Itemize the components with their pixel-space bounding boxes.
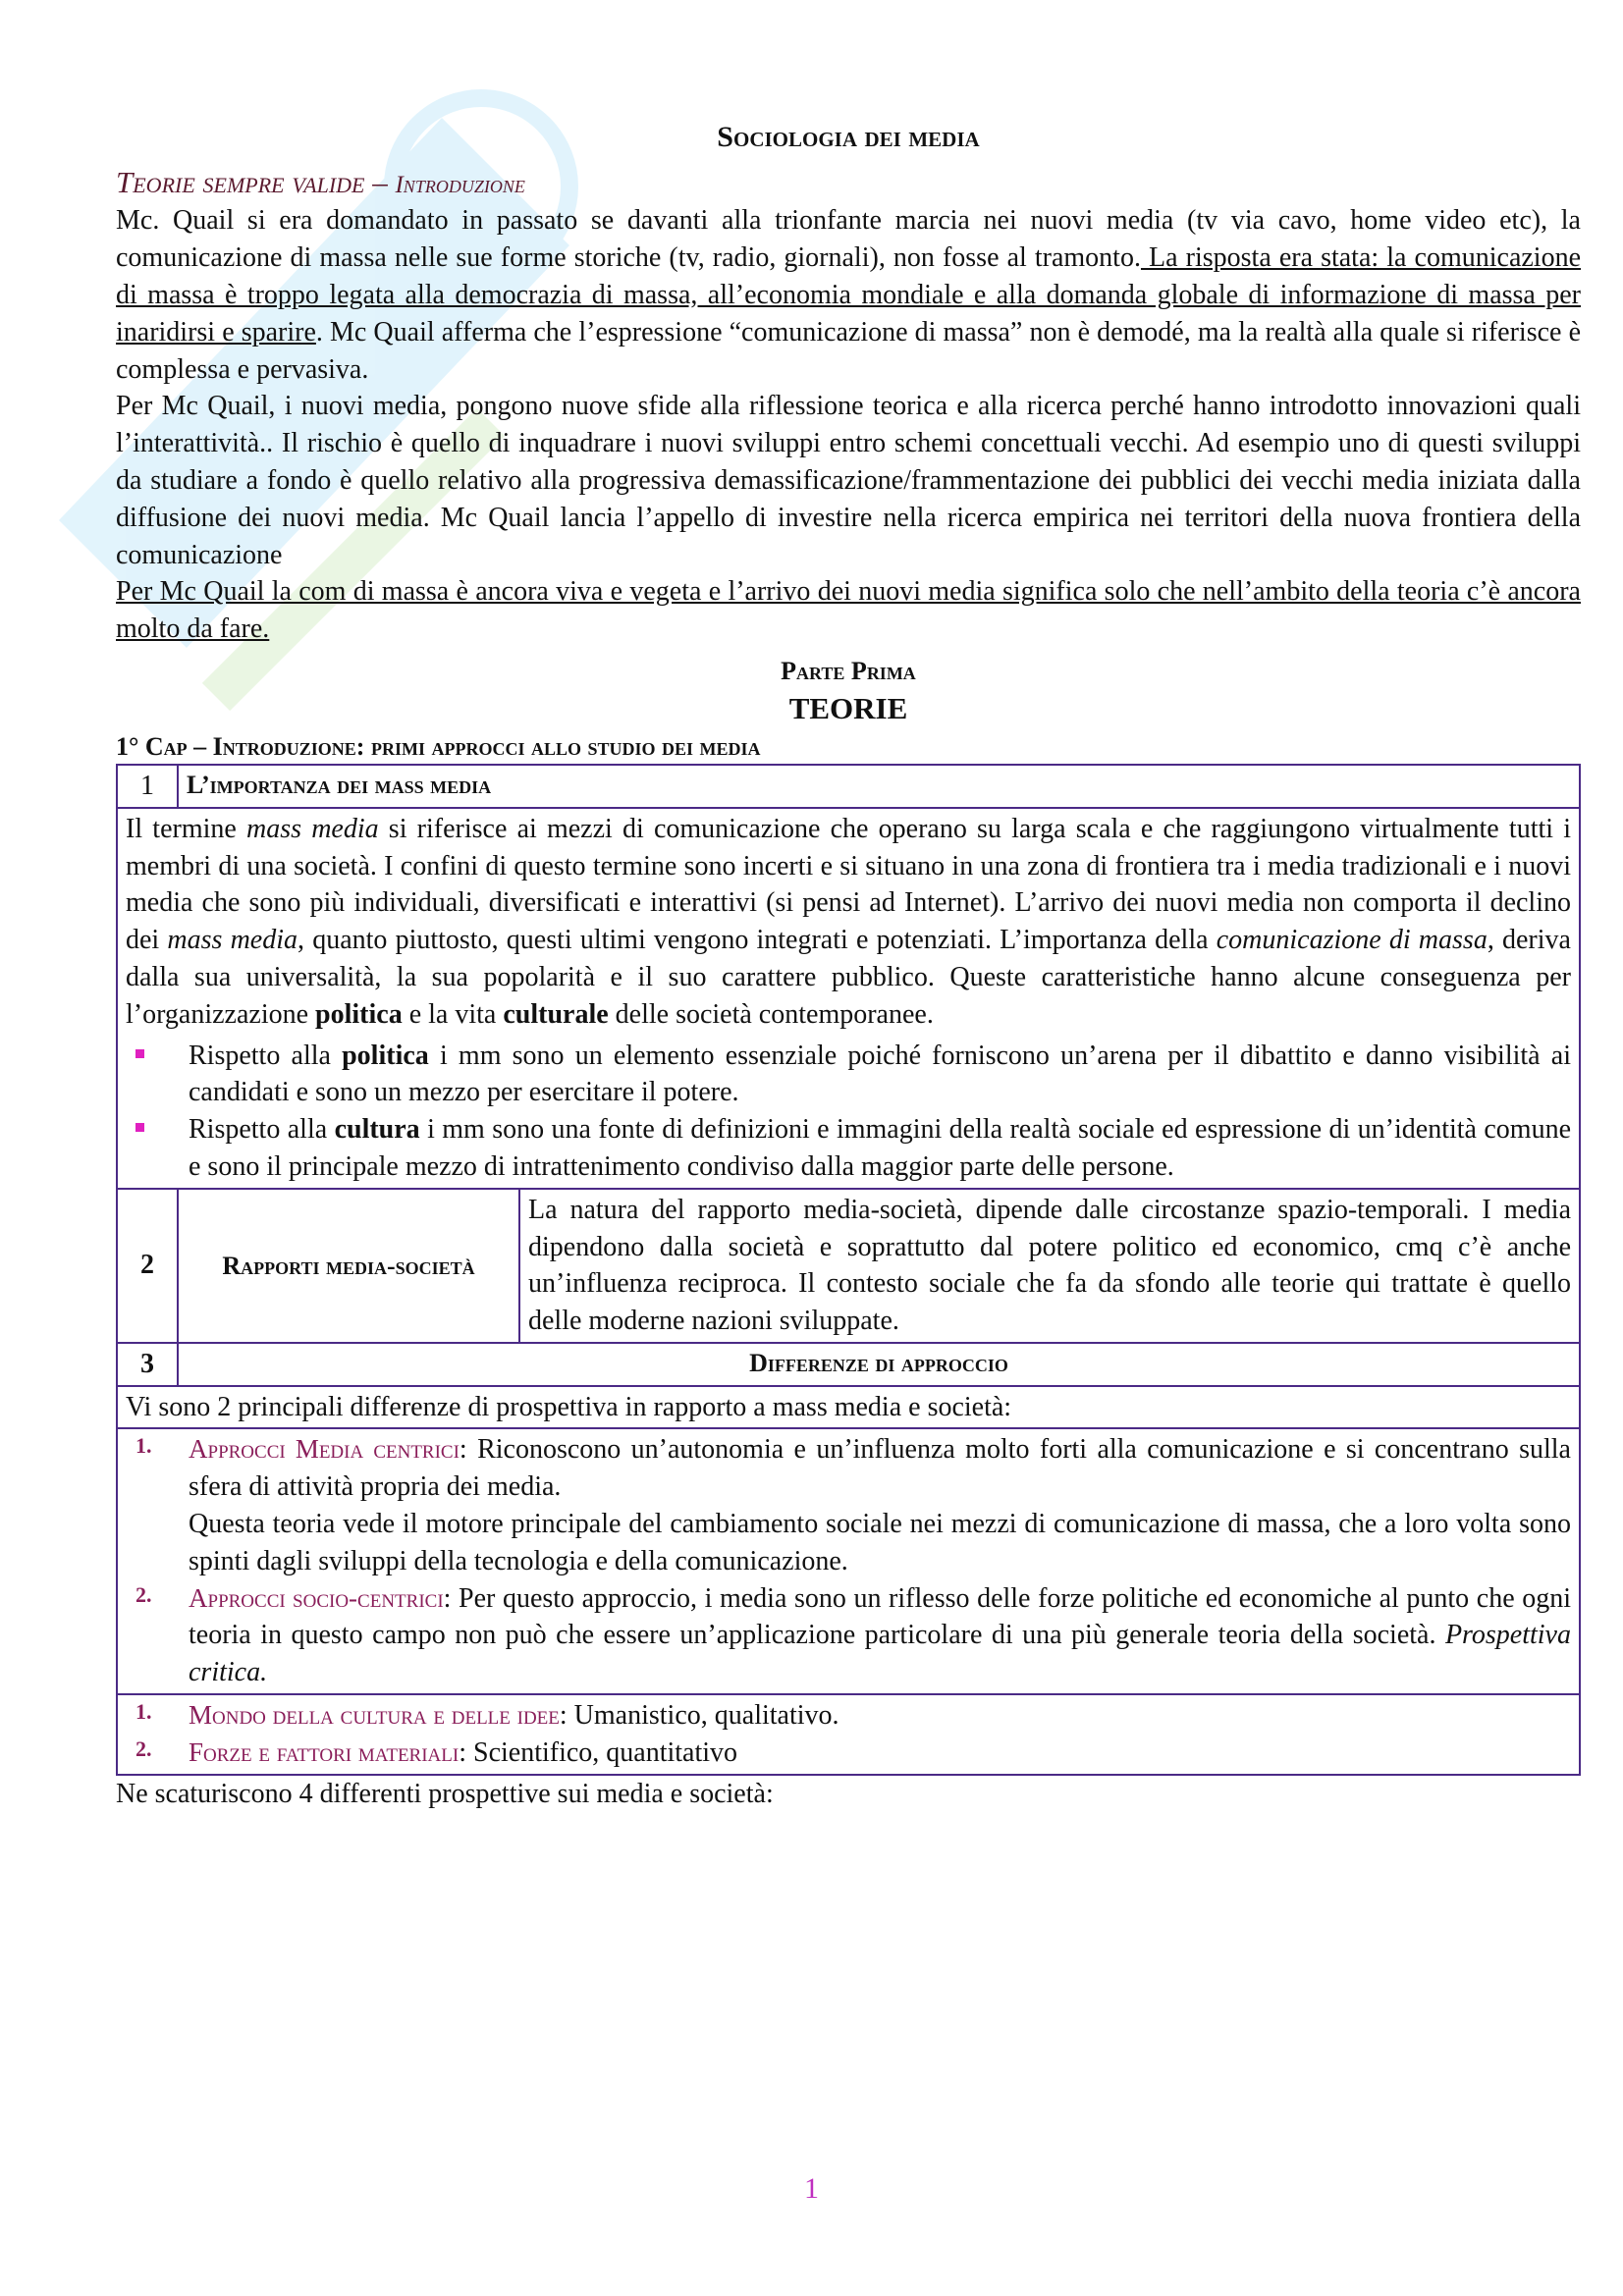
s1-bold-1: politica bbox=[315, 998, 403, 1030]
approach-media-centric bbox=[126, 1431, 1571, 1579]
section-1-bullets bbox=[126, 1038, 1571, 1186]
section-3-contrast-row bbox=[117, 1694, 1580, 1775]
section-2-text: La natura del rapporto media-società, dipende dalle circostanze spazio-temporali. I media dipendono dalla società e soprattutto dal potere politico ed economico, cmq c’è anche un’influenza reciproca. Il contesto sociale che fa da sfondo alle teorie qui trattate è quello delle moderne nazioni sviluppate. bbox=[528, 1194, 1571, 1337]
s1-italic-3: comunicazione di massa bbox=[1216, 925, 1488, 956]
intro-heading-separator: – bbox=[364, 164, 396, 199]
contrast-list bbox=[126, 1697, 1571, 1772]
section-3-approaches bbox=[117, 1428, 1580, 1694]
s1-text-5: e la vita bbox=[402, 998, 504, 1030]
approach-1-text-2: Questa teoria vede il motore principale del cambiamento sociale nei mezzi di comunicazione di massa, che a loro volta sono spinti dagli sviluppi della tecnologia e della comunicazione. bbox=[189, 1509, 1571, 1576]
approach-2-number: 2. bbox=[135, 1581, 152, 1607]
intro-heading bbox=[116, 162, 1581, 203]
bullet-2-pre: Rispetto alla bbox=[189, 1114, 335, 1146]
part-heading: Parte Prima bbox=[781, 656, 916, 685]
bullet-2-post: i mm sono una fonte di definizioni e immagini della realtà sociale ed espressione di un’identità comune e sono il principale mezzo di intrattenimento condiviso dalla maggior parte delle persone. bbox=[189, 1114, 1571, 1182]
bullet-1-bold: politica bbox=[342, 1040, 429, 1071]
approach-1-term: Approcci Media centrici bbox=[189, 1434, 460, 1465]
s1-bold-2: culturale bbox=[503, 998, 609, 1030]
intro-paragraph-3: Per Mc Quail la com di massa è ancora viva e vegeta e l’arrivo dei nuovi media significa solo che nell’ambito della teoria c’è ancora molto da fare. bbox=[116, 576, 1581, 645]
section-3-number: 3 bbox=[117, 1343, 178, 1386]
intro-p1-c: . Mc Quail afferma che l’espressione “comunicazione di massa” non è demodé, ma la realtà alla quale si riferisce è complessa e pervasiva. bbox=[116, 316, 1581, 385]
contrast-2-text: : Scientifico, quantitativo bbox=[459, 1736, 738, 1768]
intro-p1-underlined: La risposta era stata: la comunicazione di massa è troppo legata alla democrazia di massa, all’economia mondiale e alla domanda globale di informazione di massa per inaridirsi e sparire bbox=[116, 242, 1582, 347]
section-1-header-row bbox=[117, 765, 1580, 808]
contrast-1-term: Mondo della cultura e delle idee bbox=[189, 1700, 560, 1731]
s1-text-2: si riferisce ai mezzi di comunicazione che operano su larga scala e che raggiungono virtualmente tutti i membri di una società. I confini di questo termine sono incerti e si situano in una zona di frontiera tra i media tradizionali e i nuovi media che sono più individuali, diversificati e interattivi (si pensi ad Internet). L’arrivo dei nuovi media non comporta il declino dei bbox=[126, 813, 1571, 956]
contrast-1-number: 1. bbox=[135, 1699, 152, 1725]
approach-socio-centric bbox=[126, 1580, 1571, 1691]
section-2-row bbox=[117, 1189, 1580, 1343]
approaches-list bbox=[126, 1431, 1571, 1691]
section-3-title: Differenze di approccio bbox=[178, 1343, 1580, 1386]
s1-text-3: , quanto piuttosto, questi ultimi vengono integrati e potenziati. L’importanza della bbox=[298, 925, 1217, 956]
bullet-1-post: i mm sono un elemento essenziale poiché forniscono un’arena per il dibattito e danno visibilità ai candidati e sono un mezzo per esercitare il potere. bbox=[189, 1040, 1571, 1108]
contrast-1-text: : Umanistico, qualitativo. bbox=[559, 1700, 839, 1732]
chapter-heading: 1° Cap – Introduzione: primi approcci allo studio dei media bbox=[116, 731, 761, 761]
approach-2-term: Approcci socio-centrici bbox=[189, 1582, 444, 1613]
intro-heading-sub: Introduzione bbox=[395, 171, 525, 198]
section-1-body-row bbox=[117, 808, 1580, 1189]
section-3-approaches-row bbox=[117, 1428, 1580, 1694]
bullet-politica bbox=[126, 1038, 1571, 1112]
square-bullet-icon bbox=[135, 1123, 144, 1132]
section-2-title: Rapporti media-società bbox=[178, 1189, 519, 1343]
section-2-text-cell bbox=[519, 1189, 1580, 1343]
approach-2-italic: Prospettiva critica. bbox=[189, 1620, 1571, 1688]
contrast-culture bbox=[126, 1697, 1571, 1735]
bullet-2-bold: cultura bbox=[334, 1114, 420, 1146]
page-number: 1 bbox=[804, 2172, 819, 2205]
section-1-paragraph bbox=[126, 811, 1571, 1034]
document-title: Sociologia dei media bbox=[717, 121, 980, 153]
s1-text-1: Il termine bbox=[126, 813, 246, 844]
section-1-body bbox=[117, 808, 1580, 1189]
intro-paragraph-1 bbox=[116, 202, 1581, 388]
chapter-table bbox=[116, 764, 1581, 1776]
s1-italic-1: mass media bbox=[246, 813, 379, 844]
s1-italic-2: mass media bbox=[167, 925, 298, 956]
section-1-title: L’importanza dei mass media bbox=[178, 765, 1580, 808]
section-2-number: 2 bbox=[117, 1189, 178, 1343]
section-3-contrast bbox=[117, 1694, 1580, 1775]
section-3-intro: Vi sono 2 principali differenze di prospettiva in rapporto a mass media e società: bbox=[117, 1386, 1580, 1429]
contrast-material bbox=[126, 1735, 1571, 1772]
intro-heading-title: Teorie sempre valide bbox=[116, 164, 365, 199]
section-3-header-row bbox=[117, 1343, 1580, 1386]
section-3-intro-row bbox=[117, 1386, 1580, 1429]
square-bullet-icon bbox=[135, 1049, 144, 1058]
intro-p1-a: Mc. Quail si era domandato in passato se davanti alla trionfante marcia nei nuovi media (tv via cavo, home video etc), la comunicazione di massa nelle sue forme storiche (tv, radio, giornali), non fosse al tramonto. bbox=[116, 205, 1581, 274]
approach-1-text: : Riconoscono un’autonomia e un’influenza molto forti alla comunicazione e si concentrano sulla sfera di attività propria dei media. bbox=[189, 1434, 1571, 1503]
contrast-2-number: 2. bbox=[135, 1735, 152, 1761]
s1-text-4: , deriva dalla sua universalità, la sua popolarità e il suo carattere pubblico. Queste caratteristiche hanno alcune conseguenza per l’organizzazione bbox=[126, 925, 1571, 1030]
closing-line: Ne scaturiscono 4 differenti prospettive sui media e società: bbox=[116, 1778, 774, 1809]
bullet-cultura bbox=[126, 1111, 1571, 1186]
approach-2-text: : Per questo approccio, i media sono un riflesso delle forze politiche ed economiche al punto che ogni teoria in questo campo non può che essere un’applicazione particolare di una più generale teoria della società. bbox=[189, 1582, 1571, 1651]
bullet-1-pre: Rispetto alla bbox=[189, 1040, 343, 1071]
document-page bbox=[116, 118, 1581, 1812]
teorie-heading: TEORIE bbox=[788, 691, 908, 725]
intro-paragraph-2: Per Mc Quail, i nuovi media, pongono nuove sfide alla riflessione teorica e alla ricerca perché hanno introdotto innovazioni quali l’interattività.. Il rischio è quello di inquadrare i nuovi sviluppi entro schemi concettuali vecchi. Ad esempio uno di questi sviluppi da studiare a fondo è quello relativo alla progressiva demassificazione/frammentazione dei pubblici dei vecchi media iniziata dalla diffusione dei nuovi media. Mc Quail lancia l’appello di investire nella ricerca empirica nei territori della nuova frontiera della comunicazione bbox=[116, 391, 1581, 570]
s1-text-6: delle società contemporanee. bbox=[608, 998, 934, 1030]
approach-1-number: 1. bbox=[135, 1433, 152, 1459]
section-1-number: 1 bbox=[117, 765, 178, 808]
contrast-2-term: Forze e fattori materiali bbox=[189, 1736, 460, 1767]
